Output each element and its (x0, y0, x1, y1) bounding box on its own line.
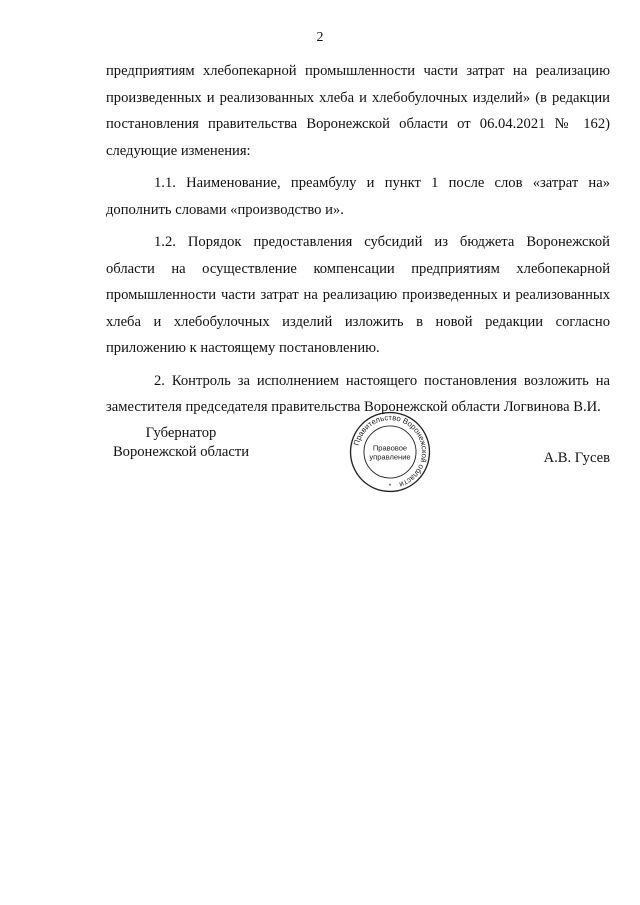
paragraph-2: 2. Контроль за исполнением настоящего постановления возложить на заместителя председателя правительства Воронежской области Логвинова В.И. (106, 372, 610, 415)
signer-position-line2: Воронежской области (112, 444, 250, 460)
signature-block (106, 410, 610, 500)
signer-position-line1: Губернатор (145, 425, 217, 441)
legal-department-stamp (348, 410, 432, 494)
page-number: 2 (316, 30, 324, 45)
document-body (106, 58, 610, 427)
stamp-center-line1: Правовое (372, 443, 408, 453)
paragraph-1-2: 1.2. Порядок предоставления субсидий из бюджета Воронежской области на осуществление компенсации предприятиям хлебопекарной промышленности части затрат на реализацию произведенных и реализованных хлеба и хлебобулочных изделий изложить в новой редакции согласно приложению к настоящему постановлению. (106, 234, 610, 356)
stamp-ring-text: Правительство Воронежской области (351, 413, 429, 490)
stamp-center-line2: управление (369, 452, 411, 462)
stamp-star: * (388, 483, 392, 491)
signer-position (106, 424, 256, 462)
paragraph-1-1: 1.1. Наименование, преамбулу и пункт 1 после слов «затрат на» дополнить словами «производство и». (106, 175, 610, 218)
paragraph-continuation: предприятиям хлебопекарной промышленности части затрат на реализацию произведенных и реализованных хлеба и хлебобулочных изделий» (в редакции постановления правительства Воронежской области от 06.04.2021 № 162) следующие изменения: (106, 63, 610, 159)
signer-name: А.В. Гусев (543, 450, 610, 466)
